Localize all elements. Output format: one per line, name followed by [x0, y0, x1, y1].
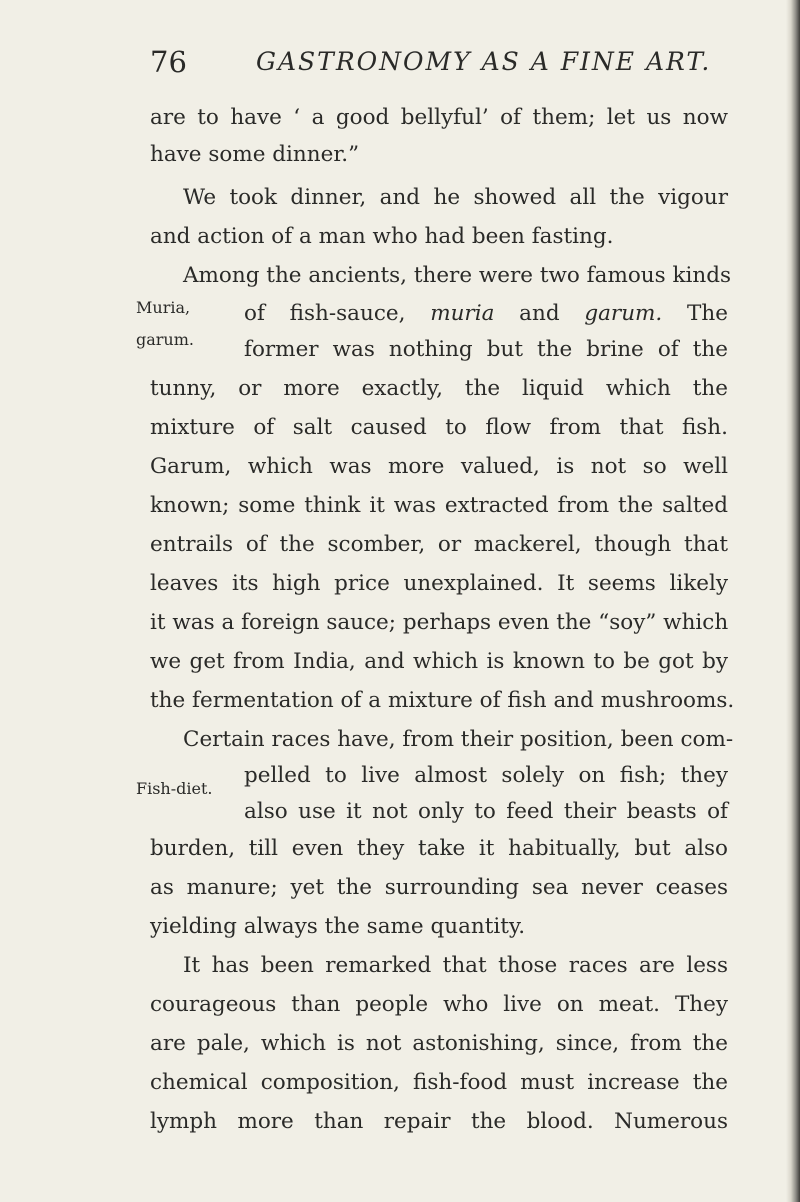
text-line: also use it not only to feed their beasts of: [244, 799, 728, 824]
text-line: Certain races have, from their position, been com-: [183, 727, 734, 752]
running-title: GASTRONOMY AS A FINE ART.: [256, 47, 712, 76]
text-line: it was a foreign sauce; perhaps even the “soy” which: [150, 610, 729, 635]
margin-note-fish-diet: Fish-diet.: [136, 779, 213, 798]
text-line: of fish-sauce, muria and garum. The: [244, 301, 728, 326]
text-line: pelled to live almost solely on fish; they: [244, 763, 728, 788]
text-line: we get from India, and which is known to be got by: [150, 649, 728, 674]
text-line: and action of a man who had been fasting.: [150, 224, 614, 249]
text-line: yielding always the same quantity.: [150, 914, 526, 939]
page-number: 76: [150, 45, 187, 79]
text-line: as manure; yet the surrounding sea never ceases: [150, 875, 728, 900]
text-line: chemical composition, fish-food must increase the: [150, 1070, 728, 1095]
text-line: the fermentation of a mixture of fish and mushrooms.: [150, 688, 735, 713]
text-line: lymph more than repair the blood. Numerous: [150, 1109, 728, 1134]
text-line: entrails of the scomber, or mackerel, though that: [150, 532, 728, 557]
text-line: are to have ‘ a good bellyful’ of them; let us now: [150, 105, 728, 130]
text-line: have some dinner.”: [150, 142, 360, 167]
text-line: Garum, which was more valued, is not so well: [150, 454, 728, 479]
text-line: We took dinner, and he showed all the vigour: [183, 185, 728, 210]
text-line: are pale, which is not astonishing, since, from the: [150, 1031, 728, 1056]
margin-note-garum: garum.: [136, 330, 194, 349]
text-line: leaves its high price unexplained. It seems likely: [150, 571, 728, 596]
text-line: burden, till even they take it habitually, but also: [150, 836, 728, 861]
text-line: courageous than people who live on meat. They: [150, 992, 728, 1017]
margin-note-muria: Muria,: [136, 298, 191, 317]
text-line: former was nothing but the brine of the: [244, 337, 728, 362]
text-line: known; some think it was extracted from the salted: [150, 493, 728, 518]
text-line: mixture of salt caused to flow from that fish.: [150, 415, 728, 440]
page-edge-shadow: [786, 0, 800, 1202]
text-line: It has been remarked that those races are less: [183, 953, 728, 978]
text-line: tunny, or more exactly, the liquid which the: [150, 376, 728, 401]
text-line: Among the ancients, there were two famous kinds: [183, 263, 732, 288]
